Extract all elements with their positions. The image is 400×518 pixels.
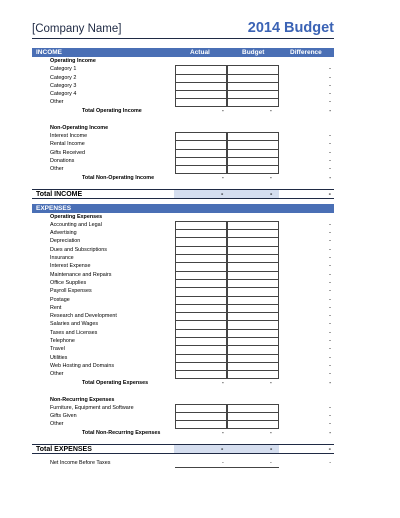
line-item-label: Taxes and Licenses (50, 329, 98, 336)
line-item-row (32, 337, 334, 345)
line-item-row (32, 165, 334, 173)
actual-input-cell[interactable] (175, 337, 227, 345)
section-heading-row (32, 396, 334, 404)
total-income-budget: - (270, 190, 273, 198)
net-income-difference: - (329, 459, 331, 466)
line-item-label: Research and Development (50, 313, 117, 320)
line-item-row (32, 246, 334, 254)
section-total-actual: - (222, 379, 224, 386)
difference-value: - (329, 74, 331, 81)
actual-input-cell[interactable] (175, 354, 227, 362)
actual-input-cell[interactable] (175, 329, 227, 337)
section-total-row (32, 174, 334, 183)
budget-input-cell[interactable] (227, 320, 279, 328)
actual-input-cell[interactable] (175, 229, 227, 237)
budget-input-cell[interactable] (227, 246, 279, 254)
section-total-actual: - (222, 107, 224, 114)
company-name: [Company Name] (32, 23, 122, 35)
line-item-label: Utilities (50, 354, 68, 361)
line-item-row (32, 65, 334, 73)
section-total-budget: - (270, 429, 272, 436)
line-item-label: Rent (50, 304, 62, 311)
line-item-label: Gifts Given (50, 413, 77, 420)
total-expenses-row (32, 444, 334, 454)
section-total-label: Total Non-Operating Income (82, 174, 155, 181)
difference-value: - (329, 362, 331, 369)
section-heading-row (32, 57, 334, 65)
line-item-label: Other (50, 371, 64, 378)
line-item-row (32, 254, 334, 262)
actual-input-cell[interactable] (175, 90, 227, 98)
difference-value: - (329, 157, 331, 164)
actual-input-cell[interactable] (175, 65, 227, 73)
difference-value: - (329, 230, 331, 237)
actual-input-cell[interactable] (175, 345, 227, 353)
difference-value: - (329, 346, 331, 353)
budget-input-cell[interactable] (227, 229, 279, 237)
actual-input-cell[interactable] (175, 287, 227, 295)
line-item-label: Advertising (50, 230, 77, 237)
total-income-actual: - (221, 190, 224, 198)
actual-input-cell[interactable] (175, 82, 227, 90)
difference-value: - (329, 288, 331, 295)
difference-value: - (329, 296, 331, 303)
actual-input-cell[interactable] (175, 420, 227, 428)
budget-input-cell[interactable] (227, 98, 279, 106)
difference-value: - (329, 354, 331, 361)
budget-input-cell[interactable] (227, 370, 279, 378)
line-item-row (32, 320, 334, 328)
actual-input-cell[interactable] (175, 296, 227, 304)
budget-input-cell[interactable] (227, 157, 279, 165)
budget-input-cell[interactable] (227, 149, 279, 157)
actual-input-cell[interactable] (175, 157, 227, 165)
section-heading-row (32, 124, 334, 132)
line-item-label: Postage (50, 296, 70, 303)
difference-value: - (329, 99, 331, 106)
actual-input-cell[interactable] (175, 312, 227, 320)
line-item-label: Other (50, 166, 64, 173)
document-header (32, 0, 334, 48)
budget-input-cell[interactable] (227, 271, 279, 279)
budget-input-cell[interactable] (227, 65, 279, 73)
budget-input-cell[interactable] (227, 254, 279, 262)
budget-input-cell[interactable] (227, 90, 279, 98)
total-expenses-budget: - (270, 445, 273, 453)
actual-input-cell[interactable] (175, 140, 227, 148)
line-item-row (32, 157, 334, 165)
budget-document (32, 0, 334, 468)
col-difference: Difference (290, 49, 322, 56)
total-expenses-shade (174, 445, 279, 453)
line-item-row (32, 229, 334, 237)
difference-value: - (329, 221, 331, 228)
section-total-budget: - (270, 174, 272, 181)
line-item-row (32, 74, 334, 82)
budget-input-cell[interactable] (227, 287, 279, 295)
net-income-row (32, 458, 334, 468)
line-item-row (32, 329, 334, 337)
difference-value: - (329, 304, 331, 311)
actual-input-cell[interactable] (175, 262, 227, 270)
line-item-row (32, 354, 334, 362)
income-label: INCOME (36, 49, 62, 56)
section-heading: Operating Income (50, 58, 96, 64)
section-heading: Operating Expenses (50, 213, 103, 220)
line-item-label: Depreciation (50, 238, 81, 245)
budget-input-cell[interactable] (227, 329, 279, 337)
line-item-row (32, 90, 334, 98)
col-actual: Actual (190, 49, 210, 56)
actual-input-cell[interactable] (175, 149, 227, 157)
line-item-row (32, 237, 334, 245)
budget-input-cell[interactable] (227, 221, 279, 229)
section-total-row (32, 379, 334, 388)
budget-input-cell[interactable] (227, 165, 279, 173)
section-total-label: Total Operating Expenses (82, 379, 149, 386)
section-total-difference: - (329, 174, 331, 181)
actual-input-cell[interactable] (175, 370, 227, 378)
line-item-row (32, 262, 334, 270)
difference-value: - (329, 82, 331, 89)
section-heading: Non-Recurring Expenses (50, 396, 115, 403)
difference-value: - (329, 313, 331, 320)
actual-input-cell[interactable] (175, 221, 227, 229)
line-item-row (32, 98, 334, 106)
line-item-label: Dues and Subscriptions (50, 246, 107, 253)
section-total-label: Total Non-Recurring Expenses (82, 429, 161, 436)
line-item-label: Maintenance and Repairs (50, 271, 112, 278)
actual-input-cell[interactable] (175, 304, 227, 312)
line-item-label: Donations (50, 157, 75, 164)
line-item-label: Other (50, 421, 64, 428)
section-total-difference: - (329, 379, 331, 386)
actual-input-cell[interactable] (175, 362, 227, 370)
difference-value: - (329, 255, 331, 262)
section-total-difference: - (329, 107, 331, 114)
total-income-difference: - (328, 190, 331, 198)
non-recurring-expenses-section (32, 396, 334, 438)
difference-value: - (329, 246, 331, 253)
section-total-row (32, 107, 334, 116)
section-total-budget: - (270, 107, 272, 114)
total-expenses-label: Total EXPENSES (36, 445, 92, 453)
difference-value: - (329, 371, 331, 378)
difference-value: - (329, 338, 331, 345)
line-item-label: Web Hosting and Domains (50, 362, 115, 369)
budget-input-cell[interactable] (227, 354, 279, 362)
section-total-row (32, 429, 334, 438)
line-item-label: Rental Income (50, 141, 85, 148)
document-title: 2014 Budget (247, 20, 334, 36)
net-income-actual: - (222, 459, 224, 466)
line-item-row (32, 296, 334, 304)
line-item-label: Accounting and Legal (50, 221, 102, 228)
budget-input-cell[interactable] (227, 362, 279, 370)
total-expenses-difference: - (328, 445, 331, 453)
income-band (32, 48, 334, 57)
total-income-label: Total INCOME (36, 190, 83, 198)
actual-input-cell[interactable] (175, 254, 227, 262)
budget-input-cell[interactable] (227, 420, 279, 428)
budget-input-cell[interactable] (227, 296, 279, 304)
section-total-budget: - (270, 379, 272, 386)
line-item-row (32, 304, 334, 312)
total-income-row (32, 189, 334, 199)
line-item-label: Other (50, 99, 64, 106)
budget-input-cell[interactable] (227, 237, 279, 245)
line-item-label: Travel (50, 346, 65, 353)
line-item-row (32, 271, 334, 279)
actual-input-cell[interactable] (175, 132, 227, 140)
budget-input-cell[interactable] (227, 312, 279, 320)
line-item-row (32, 404, 334, 412)
line-item-row (32, 370, 334, 378)
line-item-row (32, 420, 334, 428)
section-total-difference: - (329, 429, 331, 436)
section-total-actual: - (222, 429, 224, 436)
line-item-row (32, 132, 334, 140)
line-item-label: Furniture, Equipment and Software (50, 404, 134, 411)
budget-input-cell[interactable] (227, 412, 279, 420)
expenses-label: EXPENSES (36, 204, 72, 212)
actual-input-cell[interactable] (175, 271, 227, 279)
non-operating-income-section (32, 124, 334, 183)
line-item-label: Category 2 (50, 74, 77, 81)
line-item-label: Gifts Received (50, 149, 86, 156)
difference-value: - (329, 66, 331, 73)
total-expenses-actual: - (221, 445, 224, 453)
line-item-label: Telephone (50, 338, 75, 345)
budget-input-cell[interactable] (227, 279, 279, 287)
difference-value: - (329, 271, 331, 278)
difference-value: - (329, 166, 331, 173)
line-item-row (32, 345, 334, 353)
line-item-label: Interest Income (50, 133, 88, 140)
expenses-band (32, 204, 334, 213)
line-item-row (32, 312, 334, 320)
line-item-row (32, 221, 334, 229)
budget-input-cell[interactable] (227, 404, 279, 412)
line-item-row (32, 279, 334, 287)
budget-input-cell[interactable] (227, 140, 279, 148)
header-rule (32, 38, 334, 39)
net-income-label: Net Income Before Taxes (50, 459, 111, 466)
operating-income-section (32, 57, 334, 116)
line-item-label: Payroll Expenses (50, 288, 92, 295)
difference-value: - (329, 238, 331, 245)
actual-input-cell[interactable] (175, 412, 227, 420)
budget-input-cell[interactable] (227, 132, 279, 140)
budget-input-cell[interactable] (227, 304, 279, 312)
difference-value: - (329, 263, 331, 270)
section-heading: Non-Operating Income (50, 124, 109, 131)
line-item-row (32, 287, 334, 295)
line-item-row (32, 149, 334, 157)
line-item-row (32, 140, 334, 148)
operating-expenses-section (32, 213, 334, 388)
budget-input-cell[interactable] (227, 262, 279, 270)
line-item-label: Office Supplies (50, 279, 87, 286)
line-item-label: Category 4 (50, 91, 77, 98)
line-item-label: Category 3 (50, 82, 77, 89)
line-item-row (32, 362, 334, 370)
actual-input-cell[interactable] (175, 279, 227, 287)
actual-input-cell[interactable] (175, 320, 227, 328)
line-item-label: Interest Expense (50, 263, 91, 270)
budget-input-cell[interactable] (227, 345, 279, 353)
net-income-underline (175, 467, 279, 468)
actual-input-cell[interactable] (175, 74, 227, 82)
net-income-budget: - (270, 459, 272, 466)
line-item-row (32, 412, 334, 420)
difference-value: - (329, 91, 331, 98)
budget-input-cell[interactable] (227, 74, 279, 82)
col-budget: Budget (242, 49, 265, 56)
difference-value: - (329, 321, 331, 328)
actual-input-cell[interactable] (175, 165, 227, 173)
total-income-shade (174, 190, 279, 198)
line-item-label: Category 1 (50, 66, 77, 73)
actual-input-cell[interactable] (175, 404, 227, 412)
difference-value: - (329, 141, 331, 148)
difference-value: - (329, 404, 331, 411)
difference-value: - (329, 329, 331, 336)
section-total-label: Total Operating Income (82, 107, 142, 114)
difference-value: - (329, 133, 331, 140)
actual-input-cell[interactable] (175, 98, 227, 106)
difference-value: - (329, 421, 331, 428)
difference-value: - (329, 413, 331, 420)
budget-input-cell[interactable] (227, 337, 279, 345)
section-total-actual: - (222, 174, 224, 181)
actual-input-cell[interactable] (175, 237, 227, 245)
difference-value: - (329, 279, 331, 286)
line-item-row (32, 82, 334, 90)
difference-value: - (329, 149, 331, 156)
section-heading-row (32, 213, 334, 221)
line-item-label: Insurance (50, 255, 74, 262)
budget-input-cell[interactable] (227, 82, 279, 90)
line-item-label: Salaries and Wages (50, 321, 99, 328)
actual-input-cell[interactable] (175, 246, 227, 254)
